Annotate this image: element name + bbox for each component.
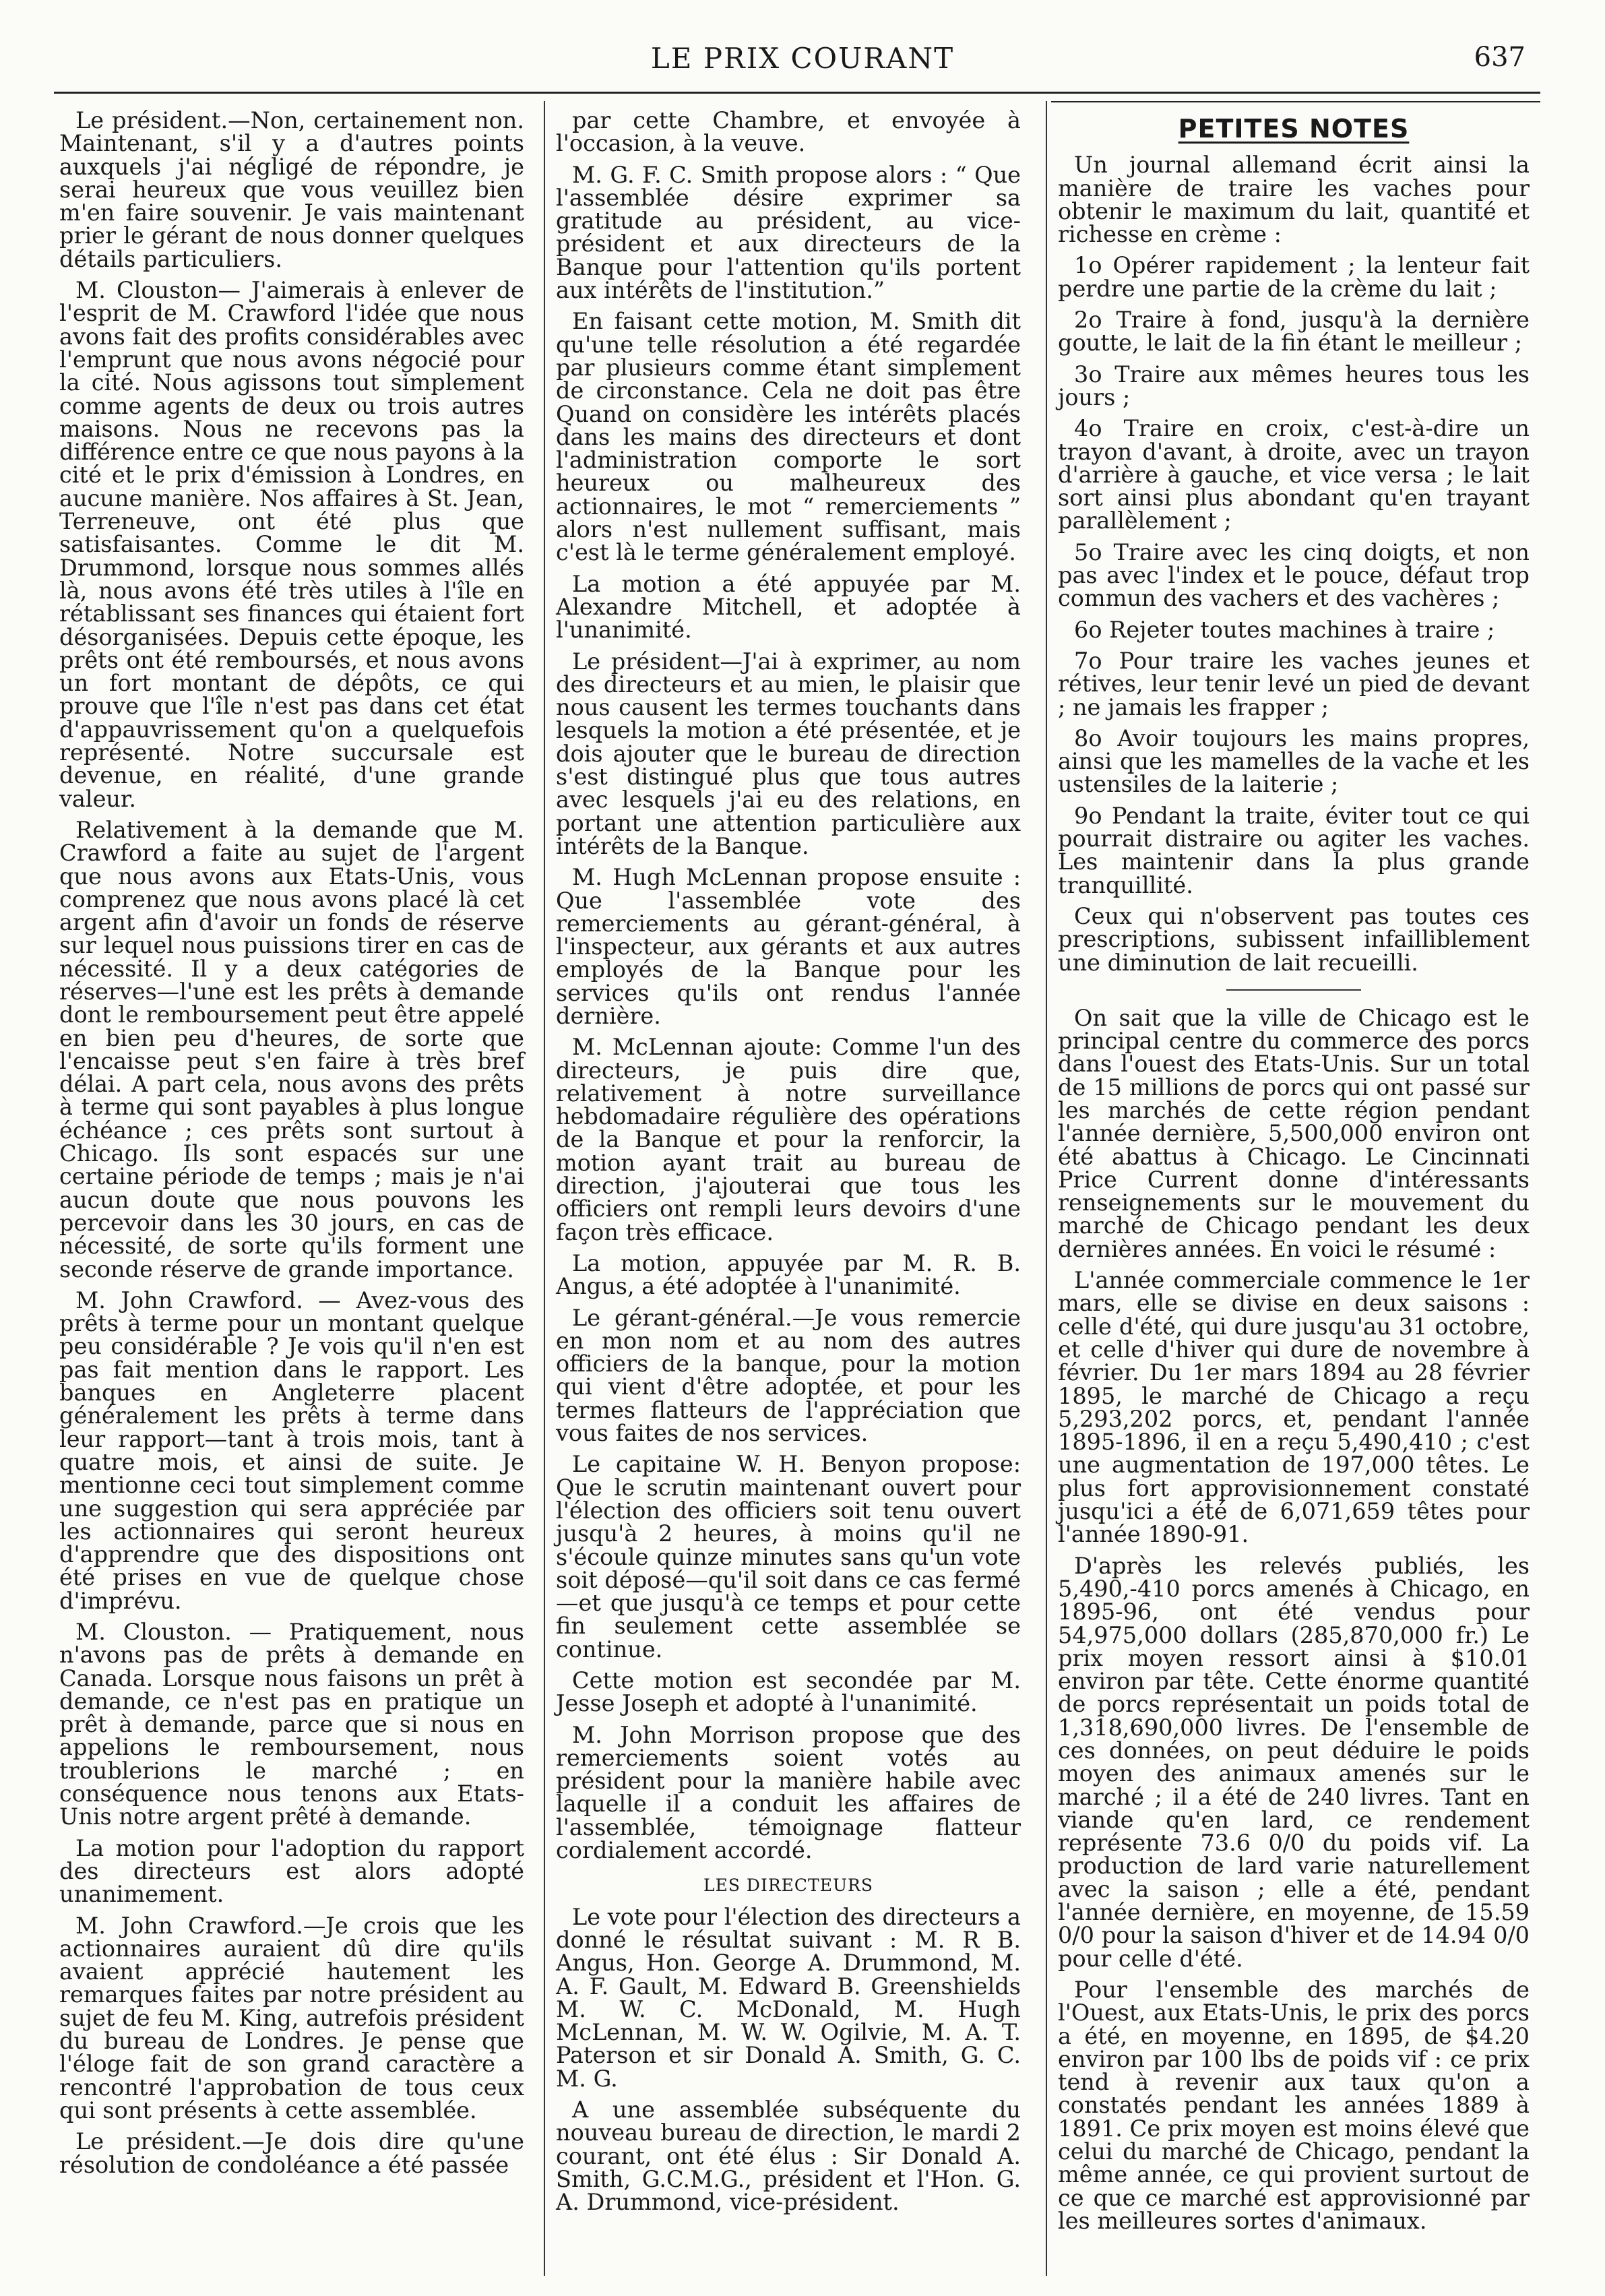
paragraph: Cette motion est secondée par M. Jesse Joseph et adopté à l'unanimité. [556, 1667, 1021, 1717]
paragraph: Le président.—Je dois dire qu'une résolution de condoléance a été passée [59, 2128, 524, 2178]
list-item: 3o Traire aux mêmes heures tous les jours ; [1058, 361, 1530, 410]
list-item: 8o Avoir toujours les mains propres, ainsi que les mamelles de la vache et les ustensiles de la laiterie ; [1058, 724, 1530, 798]
list-item: 2o Traire à fond, jusqu'à la dernière goutte, le lait de la fin étant le meilleur ; [1058, 307, 1530, 356]
paragraph: M. John Crawford.—Je crois que les actionnaires auraient dû dire qu'ils avaient apprécié hautement les remarques faites par notre président au sujet de feu M. King, autrefois président du bureau de Londres. Je pense que l'éloge fait de son grand caractère a rencontré l'approbation de tous ceux qui sont présents à cette assemblée. [59, 1912, 524, 2123]
paragraph: Le capitaine W. H. Benyon propose: Que le scrutin maintenant ouvert pour l'élection des officiers soit tenu ouvert jusqu'à 2 heures, à moins qu'il ne s'écoule quinze minutes sans qu'un vote soit déposé—qu'il soit dans ce cas fermé—et que jusqu'à ce temps et pour cette fin seulement cette assemblée se continue. [556, 1451, 1021, 1663]
list-item: 5o Traire avec les cinq doigts, et non pas avec l'index et le pouce, défaut trop commun des vachers et des vachères ; [1058, 538, 1530, 612]
column-2 [556, 109, 1021, 2223]
paragraph: Le vote pour l'élection des directeurs a donné le résultat suivant : M. R B. Angus, Hon. George A. Drummond, M. A. F. Gault, M. Edward B. Greenshields M. W. C. McDonald, M. Hugh McLennan, M. W. W. Ogilvie, M. A. T. Paterson et sir Donald A. Smith, G. C. M. G. [556, 1903, 1021, 2092]
paragraph: Le président.—Non, certainement non. Maintenant, s'il y a d'autres points auxquels j'ai négligé de répondre, je serai heureux que vous veuillez bien m'en faire souvenir. Je vais maintenant prier le gérant de nous donner quelques détails particuliers. [59, 107, 524, 272]
paragraph: Le président—J'ai à exprimer, au nom des directeurs et au mien, le plaisir que nous causent les termes touchants dans lesquels la motion a été présentée, et je dois ajouter que le bureau de direction s'est distingué plus que tous autres avec lesquels j'ai eu des relations, en portant une attention particulière aux intérêts de la Banque. [556, 648, 1021, 859]
column-divider [544, 101, 545, 2276]
page-number: 637 [1474, 42, 1525, 73]
paragraph: M. John Morrison propose que des remerciements soient votés au président pour la manière habile avec laquelle il a conduit les affaires de l'assemblée, témoignage flatteur cordialement accordé. [556, 1721, 1021, 1864]
section-divider [1226, 989, 1361, 991]
page-title: LE PRIX COURANT [650, 42, 955, 75]
list-item: 4o Traire en croix, c'est-à-dire un trayon d'avant, à droite, avec un trayon d'arrière à gauche, et vice versa ; le lait sort ainsi plus abondant qu'en trayant parallèlement ; [1058, 415, 1530, 534]
paragraph: D'après les relevés publiés, les 5,490,-410 porcs amenés à Chicago, en 1895-96, ont été vendus pour 54,975,000 dollars (285,870,000 fr.) Le prix moyen ressort ainsi à $10.01 environ par tête. Cette énorme quantité de porcs représentait un poids total de 1,318,690,000 livres. De l'ensemble de ces données, on peut déduire le poids moyen des animaux amenés sur le marché ; il a été de 240 livres. Tant en viande qu'en lard, ce rendement représente 73.6 0/0 du poids vif. La production de lard varie naturellement avec la saison ; elle a été, pendant l'année dernière, en moyenne, de 15.59 0/0 pour la saison d'hiver et de 14.94 0/0 pour celle d'été. [1058, 1552, 1530, 1972]
list-item: 1o Opérer rapidement ; la lenteur fait perdre une partie de la crème du lait ; [1058, 252, 1530, 302]
paragraph: par cette Chambre, et envoyée à l'occasion, à la veuve. [556, 107, 1021, 157]
paragraph: Pour l'ensemble des marchés de l'Ouest, aux Etats-Unis, le prix des porcs a été, en moyenne, en 1895, de $4.20 environ par 100 lbs de poids vif : ce prix tend à revenir aux taux qu'on a constatés pendant les années 1889 à 1891. Ce prix moyen est moins élevé que celui du marché de Chicago, pendant la même année, ce qui provient surtout de ce que ce marché est approvisionné par les meilleures sortes d'animaux. [1058, 1976, 1530, 2234]
paragraph: Ceux qui n'observent pas toutes ces prescriptions, subissent infailliblement une diminution de lait recueilli. [1058, 902, 1530, 976]
paragraph: M. Clouston. — Pratiquement, nous n'avons pas de prêts à demande en Canada. Lorsque nous faisons un prêt à demande, ce n'est pas en pratique un prêt à demande, parce que si nous en appelions le remboursement, nous troublerions le marché ; en conséquence nous tenons aux Etats-Unis notre argent prêté à demande. [59, 1619, 524, 1830]
paragraph: En faisant cette motion, M. Smith dit qu'une telle résolution a été regardée par plusieurs comme étant simplement de circonstance. Cela ne doit pas être Quand on considère les intérêts placés dans les mains des directeurs et dont l'administration comporte le sort heureux ou malheureux des actionnaires, le mot “ remerciements ” alors n'est nullement suffisant, mais c'est là le terme généralement employé. [556, 308, 1021, 566]
list-item: 6o Rejeter toutes machines à traire ; [1074, 616, 1495, 643]
section-heading: PETITES NOTES [1178, 114, 1410, 144]
paragraph: La motion pour l'adoption du rapport des directeurs est alors adopté unanimement. [59, 1834, 524, 1908]
paragraph: A une assemblée subséquente du nouveau bureau de direction, le mardi 2 courant, ont été élus : Sir Donald A. Smith, G.C.M.G., président et l'Hon. G. A. Drummond, vice-président. [556, 2097, 1021, 2216]
header-rule [54, 92, 1540, 94]
running-head [0, 42, 1605, 89]
column-3 [1058, 114, 1530, 2241]
paragraph: La motion a été appuyée par M. Alexandre Mitchell, et adoptée à l'unanimité. [556, 570, 1021, 644]
paragraph: M. G. F. C. Smith propose alors : “ Que l'assemblée désire exprimer sa gratitude au président, au vice-président et aux directeurs de la Banque pour l'attention qu'ils portent aux intérêts de l'institution.” [556, 161, 1021, 304]
paragraph: Le gérant-général.—Je vous remercie en mon nom et au nom des autres officiers de la banque, pour la motion qui vient d'être adoptée, et pour les termes flatteurs de l'appréciation que vous faites de nos services. [556, 1304, 1021, 1447]
paragraph: M. McLennan ajoute: Comme l'un des directeurs, je puis dire que, relativement à notre surveillance hebdomadaire régulière des opérations de la Banque et pour la renforcir, la motion ayant trait au bureau de direction, j'ajouterai que tous les officiers ont rempli leurs devoirs d'une façon très efficace. [556, 1034, 1021, 1245]
paragraph: La motion, appuyée par M. R. B. Angus, a été adoptée à l'unanimité. [556, 1249, 1021, 1300]
header-rule-secondary [1051, 101, 1540, 102]
column-1 [59, 109, 524, 2185]
paragraph: Relativement à la demande que M. Crawford a faite au sujet de l'argent que nous avons aux Etats-Unis, vous comprenez que nous avons placé là cet argent afin d'avoir un fonds de réserve sur lequel nous puissions tirer en cas de nécessité. Il y a deux catégories de réserves—l'une est les prêts à demande dont le remboursement peut être appelé en bien peu d'heures, de sorte que l'encaisse peut s'en faire à très bref délai. A part cela, nous avons des prêts à terme qui sont payables à plus longue échéance ; ces prêts sont surtout à Chicago. Ils sont espacés sur une certaine période de temps ; mais je n'ai aucun doute que nous pouvons les percevoir dans les 30 jours, en cas de nécessité, de sorte qu'ils forment une seconde réserve de grande importance. [59, 816, 524, 1282]
paragraph: M. Hugh McLennan propose ensuite : Que l'assemblée vote des remerciements au gérant-général, à l'inspecteur, aux gérants et aux autres employés de la Banque pour les services qu'ils ont rendus l'année dernière. [556, 864, 1021, 1029]
list-item: 7o Pour traire les vaches jeunes et rétives, leur tenir levé un pied de devant ; ne jamais les frapper ; [1058, 647, 1530, 720]
section-subheading: LES DIRECTEURS [703, 1875, 873, 1896]
paragraph: M. Clouston— J'aimerais à enlever de l'esprit de M. Crawford l'idée que nous avons fait des profits considérables avec l'emprunt que nous avons négocié pour la cité. Nous agissons tout simplement comme agents de deux ou trois autres maisons. Nous ne recevons pas la différence entre ce que nous payons à la cité et le prix d'émission à Londres, en aucune manière. Nos affaires à St. Jean, Terreneuve, ont été plus que satisfaisantes. Comme le dit M. Drummond, lorsque nous sommes allés là, nous avons été très utiles à l'île en rétablissant ses finances qui étaient fort désorganisées. Depuis cette époque, les prêts ont été remboursés, et nous avons un fort montant de dépôts, ce qui prouve que l'île n'est pas dans cet état d'appauvrissement qu'on a quelquefois représenté. Notre succursale est devenue, en réalité, d'une grande valeur. [59, 277, 524, 812]
list-item: 9o Pendant la traite, éviter tout ce qui pourrait distraire ou agiter les vaches. Les maintenir dans la plus grande tranquillité. [1058, 802, 1530, 898]
paragraph: Un journal allemand écrit ainsi la manière de traire les vaches pour obtenir le maximum du lait, quantité et richesse en crème : [1058, 152, 1530, 248]
paragraph: M. John Crawford. — Avez-vous des prêts à terme pour un montant quelque peu considérable ? Je vois qu'il n'en est pas fait mention dans le rapport. Les banques en Angleterre placent généralement les prêts à terme dans leur rapport—tant à trois mois, tant à quatre mois, et ainsi de suite. Je mentionne ceci tout simplement comme une suggestion qui sera appréciée par les actionnaires qui seront heureux d'apprendre que des dispositions ont été prises en vue de quelque chose d'imprévu. [59, 1286, 524, 1614]
paragraph: On sait que la ville de Chicago est le principal centre du commerce des porcs dans l'ouest des Etats-Unis. Sur un total de 15 millions de porcs qui ont passé sur les marchés de cette région pendant l'année dernière, 5,500,000 environ ont été abattus à Chicago. Le Cincinnati Price Current donne d'intéressants renseignements sur le mouvement du marché de Chicago pendant les deux dernières années. En voici le résumé : [1058, 1004, 1530, 1262]
paragraph: L'année commerciale commence le 1er mars, elle se divise en deux saisons : celle d'été, qui dure jusqu'au 31 octobre, et celle d'hiver qui dure de novembre à février. Du 1er mars 1894 au 28 février 1895, le marché de Chicago a reçu 5,293,202 porcs, et, pendant l'année 1895-1896, il en a reçu 5,490,410 ; c'est une augmentation de 197,000 têtes. Le plus fort approvisionnement constaté jusqu'ici a été de 6,071,659 têtes pour l'année 1890-91. [1058, 1267, 1530, 1548]
column-divider [1046, 101, 1047, 2276]
